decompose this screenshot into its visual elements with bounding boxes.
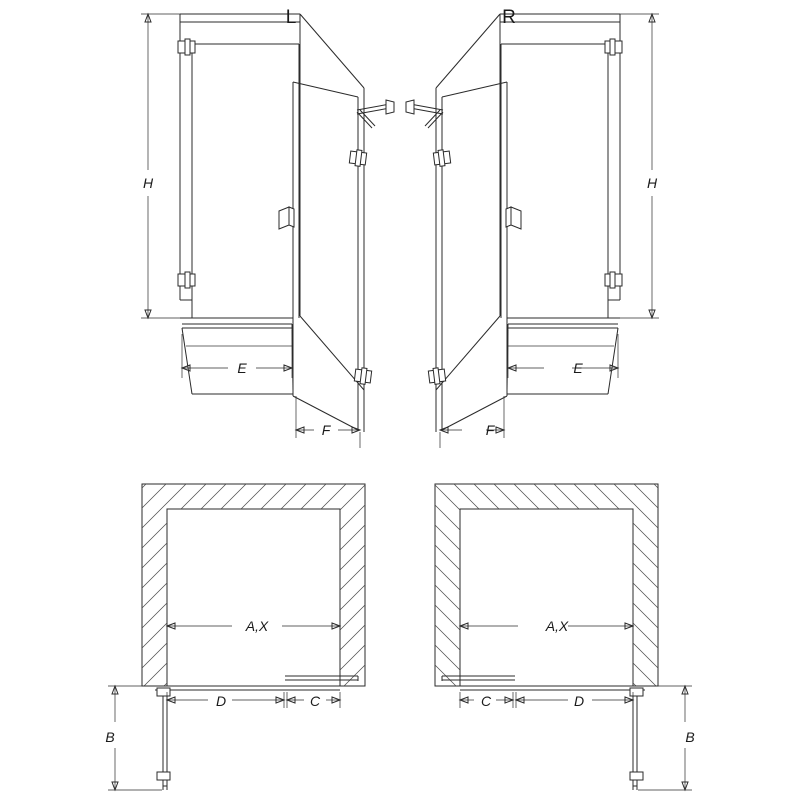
variant-label-left: L [285, 7, 297, 28]
dim-label-ax-left: A,X [245, 618, 269, 634]
dim-label-f-left: F [321, 422, 331, 438]
dim-label-d-left: D [215, 693, 227, 709]
dim-label-d-right: D [573, 693, 585, 709]
dim-label-b-right: B [685, 729, 695, 745]
dim-label-b-left: B [105, 729, 115, 745]
variant-label-right: R [502, 7, 516, 28]
dim-label-c-right: C [480, 693, 492, 709]
dim-label-height-left: H [142, 175, 154, 191]
dim-label-height-right: H [646, 175, 658, 191]
dim-label-e-right: E [573, 360, 583, 376]
dim-label-f-right: F [485, 422, 495, 438]
elevation-left-view [141, 14, 394, 448]
dim-label-ax-right: A,X [545, 618, 569, 634]
dim-label-c-left: C [309, 693, 321, 709]
elevation-right-view [406, 14, 659, 448]
dim-label-e-left: E [237, 360, 247, 376]
